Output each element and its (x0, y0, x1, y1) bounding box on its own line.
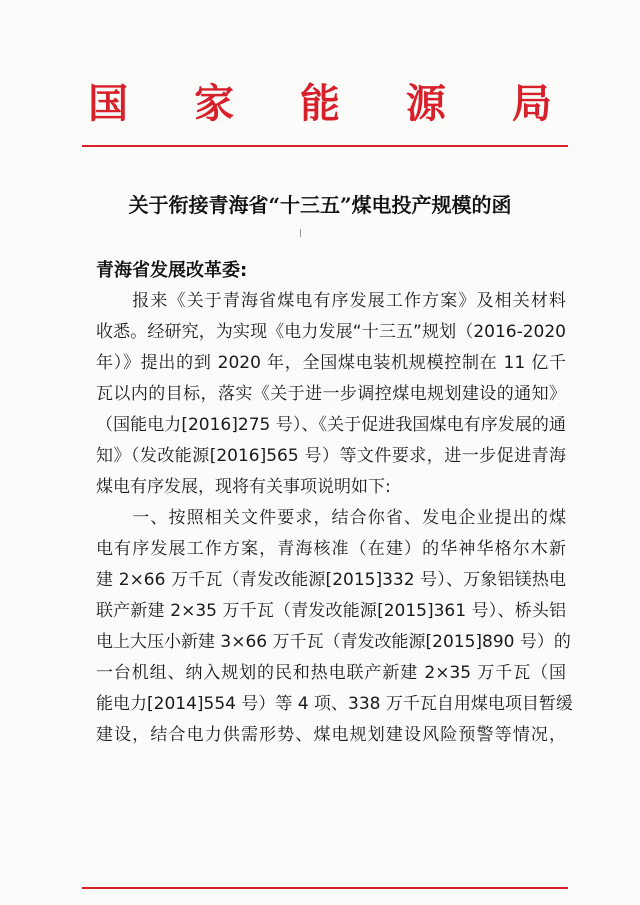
body-line: 瓦以内的目标，落实《关于进一步调控煤电规划建设的通知》 (96, 384, 566, 404)
body-line: （国能电力[2016]275 号）、《关于促进我国煤电有序发展的通 (96, 415, 566, 435)
body-line: 电上大压小新建 3×66 万千瓦（青发改能源[2015]890 号）的 (96, 632, 571, 652)
body-line: 煤电有序发展，现将有关事项说明如下: (96, 477, 391, 497)
body-line: 能电力[2014]554 号）等 4 项、338 万千瓦自用煤电项目暂缓 (96, 694, 573, 714)
body-line: 一台机组、纳入规划的民和热电联产新建 2×35 万千瓦（国 (96, 663, 566, 683)
body-line: 知》（发改能源[2016]565 号）等文件要求，进一步促进青海 (96, 446, 566, 466)
body-line: 一、按照相关文件要求，结合你省、发电企业提出的煤 (96, 508, 566, 528)
agency-letterhead: 国 家 能 源 局 (88, 80, 578, 127)
footer-red-rule (82, 887, 568, 889)
scan-mark (300, 229, 301, 237)
letterhead-red-rule (82, 145, 568, 147)
body-line: 建 2×66 万千瓦（青发改能源[2015]332 号）、万象铝镁热电 (96, 570, 566, 590)
recipient-line: 青海省发展改革委: (96, 260, 248, 281)
body-line: 收悉。经研究，为实现《电力发展“十三五”规划（2016-2020 (96, 322, 566, 342)
document-title: 关于衔接青海省“十三五”煤电投产规模的函 (128, 193, 512, 217)
body-line: 电有序发展工作方案，青海核准（在建）的华神华格尔木新 (96, 539, 566, 559)
document-body (96, 286, 573, 751)
body-line: 年）》提出的到 2020 年，全国煤电装机规模控制在 11 亿千 (96, 353, 566, 373)
body-line: 联产新建 2×35 万千瓦（青发改能源[2015]361 号）、桥头铝 (96, 601, 566, 621)
body-line: 报来《关于青海省煤电有序发展工作方案》及相关材料 (96, 291, 566, 311)
body-line: 建设，结合电力供需形势、煤电规划建设风险预警等情况， (96, 725, 566, 745)
